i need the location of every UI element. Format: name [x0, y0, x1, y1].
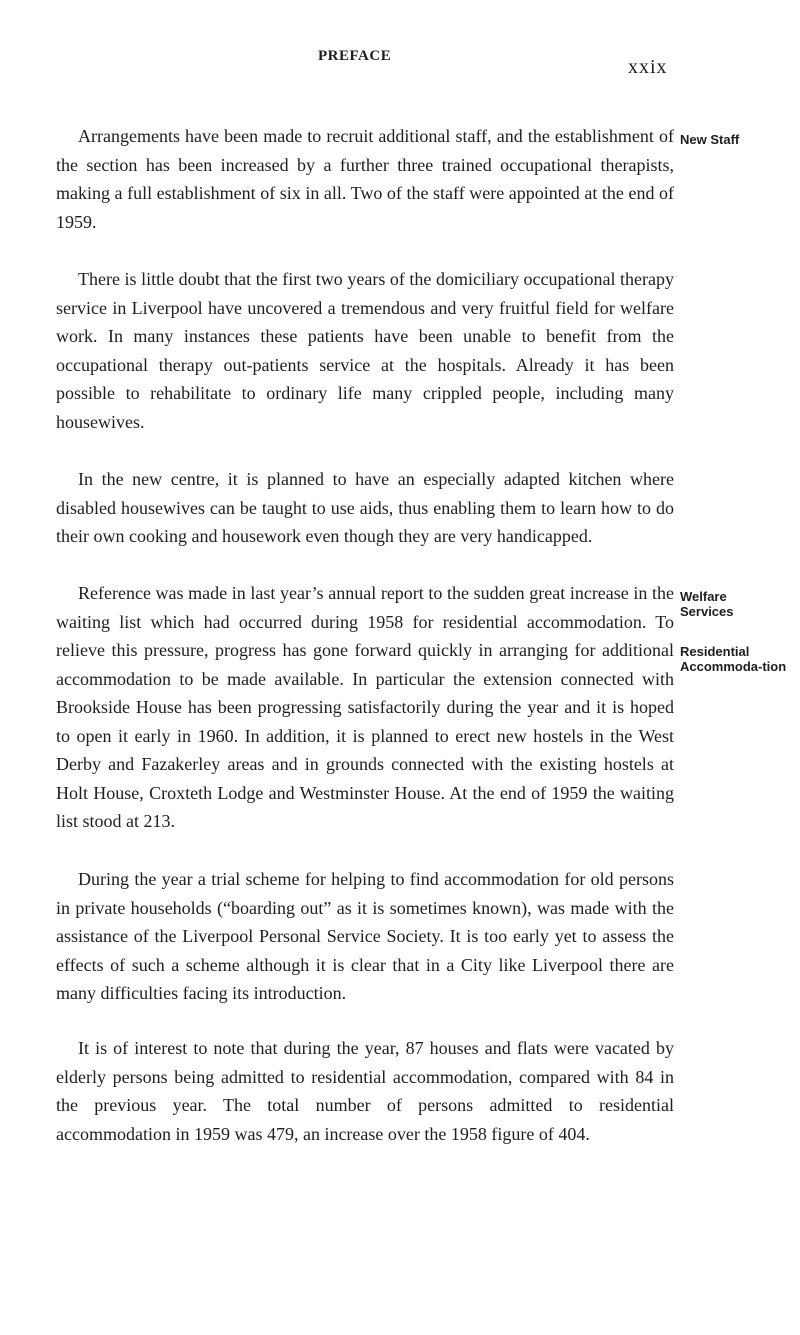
paragraph-vacated-houses: It is of interest to note that during the year, 87 houses and flats were vacated by elderly persons being admitted to residential accommodation, compared with 84 in the previous year. The total number of persons admitted to residential accommodation in 1959 was 479, an increase over the 1958 figure of 404.	[56, 1038, 674, 1144]
paragraph-residential-accommodation: Reference was made in last year’s annual report to the sudden great increase in the waiting list which had occurred during 1958 for residential accommodation. To relieve this pressure, progress has gone forward quickly in arranging for additional accommodation to be made available. In particular the extension connected with Brookside House has been progressing satisfactorily during the year and it is hoped to open it early in 1960. In addition, it is planned to erect new hostels in the West Derby and Fazakerley areas and in grounds connected with the existing hostels at Holt House, Croxteth Lodge and Westminster House. At the end of 1959 the waiting list stood at 213.	[56, 583, 674, 831]
paragraph-new-centre-kitchen: In the new centre, it is planned to have an especially adapted kitchen where disabled housewives can be taught to use aids, thus enabling them to learn how to do their own cooking and housework even though they are very handicapped.	[56, 469, 674, 546]
margin-note-welfare-services: Welfare Services	[680, 589, 734, 619]
paragraph-boarding-out-scheme: During the year a trial scheme for helping to find accommodation for old persons in private households (“boarding out” as it is sometimes known), was made with the assistance of the Liverpool Personal Service Society. It is too early yet to assess the effects of such a scheme although it is clear that in a City like Liverpool there are many difficulties facing its introduction.	[56, 869, 674, 1003]
margin-note-residential-accommodation: Residential Accommoda-tion	[680, 644, 787, 674]
running-header-title: PREFACE	[318, 48, 392, 64]
paragraph-new-staff: Arrangements have been made to recruit additional staff, and the establishment of the section has been increased by a further three trained occupational therapists, making a full establishment of six in all. Two of the staff were appointed at the end of 1959.	[56, 126, 674, 232]
paragraph-domiciliary-therapy: There is little doubt that the first two years of the domiciliary occupational therapy service in Liverpool have uncovered a tremendous and very fruitful field for welfare work. In many instances these patients have been unable to benefit from the occupational therapy out-patients service at the hospitals. Already it has been possible to rehabilitate to ordinary life many crippled people, including many housewives.	[56, 269, 674, 432]
page-number: xxix	[628, 56, 668, 78]
margin-note-new-staff: New Staff	[680, 132, 740, 147]
